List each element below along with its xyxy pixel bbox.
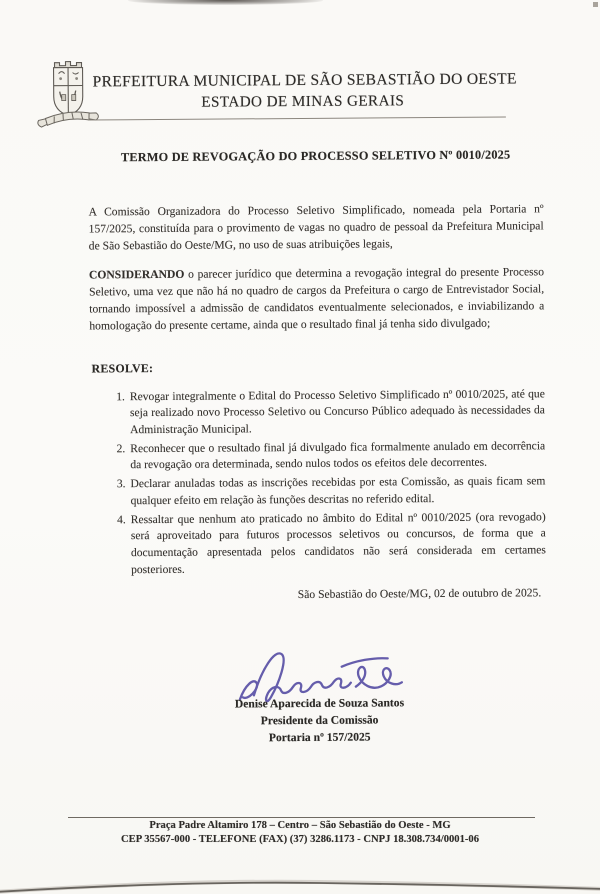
footer-contact: CEP 35567-000 - TELEFONE (FAX) (37) 3286.1173 - CNPJ 18.308.734/0001-06 — [120, 834, 480, 845]
org-name: PREFEITURA MUNICIPAL DE SÃO SEBASTIÃO DO OESTE — [92, 70, 517, 91]
footer-divider — [68, 817, 535, 818]
place-date-line: São Sebastião do Oeste/MG, 02 de outubro de 2025. — [297, 586, 542, 602]
considerando-lead: CONSIDERANDO — [88, 267, 185, 282]
scan-edge-artifact-bottom — [0, 876, 600, 894]
resolutions-list — [90, 386, 546, 579]
footer-address: Praça Padre Altamiro 178 – Centro – São Sebastião do Oeste - MG — [149, 820, 451, 831]
considerando-text: o parecer jurídico que determina a revogação integral do presente Processo Seletivo, uma vez que não há no quadro de cargos da Prefeitura o cargo de Entrevistador Social, tornando impossível a admissão de candidatos eventualmente selecionados, e inviabilizando a homologação do presente certame, ainda que o resultado final já tenha sido divulgado; — [89, 264, 545, 333]
header-divider — [88, 117, 506, 121]
resolution-item-4: 4. Ressaltar que nenhum ato praticado no âmbito do Edital nº 0010/2025 (ora revogado) será aproveitado para futuros processos seletivos ou concursos, de forma que a documentação apresentada pelos candidatos não será considerada em certames posteriores. — [129, 509, 546, 579]
letterhead — [92, 69, 517, 114]
signatory-name: Denise Aparecida de Souza Santos — [234, 696, 405, 711]
resolution-item-3: 3. Declarar anuladas todas as inscrições recebidas por esta Comissão, as quais ficam sem qualquer efeito em relação às funções descritas no referido edital. — [128, 473, 545, 509]
org-state: ESTADO DE MINAS GERAIS — [201, 92, 405, 111]
resolution-item-1: 1. Revogar integralmente o Edital do Processo Seletivo Simplificado nº 0010/2025, até que seja realizado novo Processo Seletivo ou Concurso Público adequado às necessidades da Administração Municipal. — [128, 386, 545, 439]
document-title: TERMO DE REVOGAÇÃO DO PROCESSO SELETIVO Nº 0010/2025 — [120, 147, 511, 165]
document-body — [88, 200, 546, 605]
considerando-paragraph — [89, 263, 544, 335]
signatory-role: Presidente da Comissão — [260, 713, 379, 728]
intro-paragraph: A Comissão Organizadora do Processo Seletivo Simplificado, nomeada pela Portaria nº 157/2025, constituída para o provimento de vagas no quadro de pessoal da Prefeitura Municipal de São Sebastião do Oeste/MG, no uso de suas atribuições legais, — [88, 202, 544, 253]
resolve-heading: RESOLVE: — [91, 361, 154, 376]
signatory-ordinance: Portaria nº 157/2025 — [268, 730, 371, 745]
resolution-item-2: 2. Reconhecer que o resultado final já divulgado fica formalmente anulado em decorrência da revogação ora determinada, sendo nulos todos os efeitos dele decorrentes. — [128, 438, 545, 474]
